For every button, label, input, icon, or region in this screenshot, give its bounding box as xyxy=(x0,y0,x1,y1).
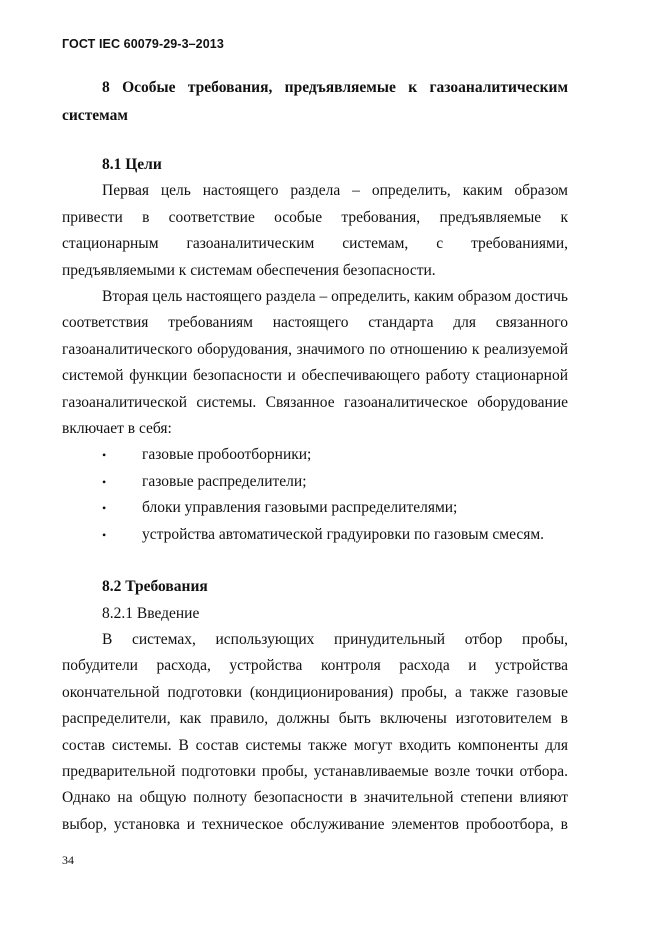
equipment-list xyxy=(62,442,568,548)
section-8-1-heading: 8.1 Цели xyxy=(102,156,162,173)
section-8-2-1-paragraph-1: В системах, использующих принудительный отбор пробы, побудители расхода, устройства контроля расхода и устройства окончательной подготовки (кондиционирования) пробы, а также газовые распределители, как правило, должны быть включены изготовителем в состав системы. В состав системы также могут входить компоненты для предварительной подготовки пробы, устанавливаемые возле точки отбора. Однако на общую полноту безопасности в значительной степени влияют выбор, установка и техническое обслуживание элементов пробоотбора, в xyxy=(62,630,568,833)
section-8-2-heading: 8.2 Требования xyxy=(102,578,208,596)
document-body xyxy=(62,74,568,838)
list-item-text: блоки управления газовыми распределителями; xyxy=(142,499,458,517)
page-number: 34 xyxy=(62,853,74,867)
section-8-2-1-heading: 8.2.1 Введение xyxy=(102,604,200,622)
list-item xyxy=(62,522,568,548)
list-item xyxy=(62,495,568,521)
list-item xyxy=(62,469,568,495)
bullet-icon: • xyxy=(102,474,107,489)
document-header: ГОСТ IEC 60079-29-3–2013 xyxy=(62,37,224,51)
list-item-text: газовые пробоотборники; xyxy=(142,446,312,464)
spacer xyxy=(62,130,568,152)
spacer xyxy=(62,548,568,574)
list-item xyxy=(62,442,568,468)
bullet-icon: • xyxy=(102,527,107,542)
list-item-text: газовые распределители; xyxy=(142,472,307,490)
section-8-heading: 8 Особые требования, предъявляемые к газоаналитическим системам xyxy=(62,79,568,124)
section-8-1-paragraph-1: Первая цель настоящего раздела – определить, каким образом привести в соответствие особые требования, предъявляемые к стационарным газоаналитическим системам, с требованиями, предъявляемыми к системам обеспечения безопасности. xyxy=(62,182,568,279)
section-8-1-paragraph-2: Вторая цель настоящего раздела – определить, каким образом достичь соответствия требованиям настоящего стандарта для связанного газоаналитического оборудования, значимого по отношению к реализуемой системой функции безопасности и обеспечивающего работу стационарной газоаналитической системы. Связанное газоаналитическое оборудование включает в себя: xyxy=(62,288,568,438)
list-item-text: устройства автоматической градуировки по газовым смесям. xyxy=(142,525,545,543)
bullet-icon: • xyxy=(102,501,107,516)
bullet-icon: • xyxy=(102,448,107,463)
